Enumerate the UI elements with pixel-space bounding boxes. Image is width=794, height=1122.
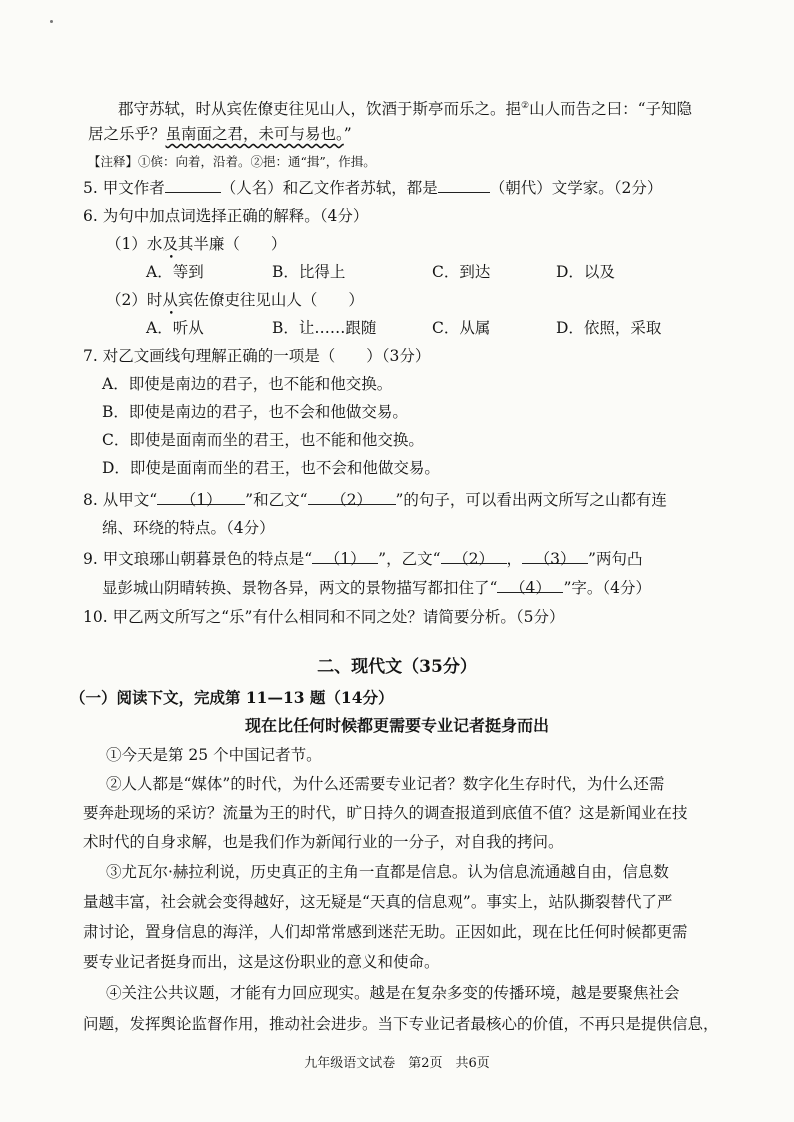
answer-blank[interactable] (438, 178, 490, 193)
article-title: 现在比任何时候都更需要专业记者挺身而出 (244, 716, 549, 735)
question-6-sub-1 (106, 234, 286, 254)
blank-number: （2） (453, 550, 494, 568)
q9-text: 显彭城山阴晴转换、景物各异，两文的景物描写都扣住了“ (102, 579, 498, 597)
q9-text: ”两句凸 (588, 550, 643, 568)
classical-text: 郡守苏轼，时从宾佐僚吏往见山人，饮酒于斯亭而乐之。挹 (118, 100, 522, 119)
answer-blank[interactable] (312, 549, 378, 568)
footnote-marker: ② (521, 101, 530, 111)
scan-speck (50, 20, 53, 23)
paragraph-2-line: 要奔赴现场的采访？流量为王的时代，旷日持久的调查报道到底值不值？这是新闻业在技 (83, 804, 688, 822)
option-c[interactable]: C．即使是面南而坐的君王，也不能和他交换。 (102, 431, 424, 449)
blank-number: （1） (180, 491, 222, 509)
option-b[interactable]: B．让……跟随 (272, 319, 377, 337)
sub-question-text: 其半廉（ ） (177, 235, 287, 253)
sub-question-text: 宾佐僚吏往见山人（ ） (177, 291, 364, 309)
classical-text: 居之乐乎？ (88, 125, 166, 143)
question-10: 10. 甲乙两文所写之“乐”有什么相同和不同之处？请简要分析。（5分） (83, 608, 565, 626)
answer-blank[interactable] (441, 549, 507, 568)
option-c[interactable]: C．到达 (432, 263, 491, 281)
q8-text: 8. 从甲文“ (83, 491, 158, 509)
answer-blank[interactable] (157, 490, 245, 509)
question-9 (83, 549, 642, 569)
section-subtitle: （一）阅读下文，完成第 11—13 题（14分） (70, 688, 394, 707)
option-b[interactable]: B．即使是南边的君子，也不会和他做交易。 (102, 403, 408, 421)
classical-text: ” (343, 125, 352, 143)
q5-text: （人名）和乙文作者苏轼，都是 (220, 179, 438, 197)
paragraph-3-line: ③尤瓦尔·赫拉利说，历史真正的主角一直都是信息。认为信息流通越自由，信息数 (106, 863, 669, 881)
option-d[interactable]: D．依照，采取 (556, 319, 662, 337)
paragraph-3-line: 肃讨论，置身信息的海洋，人们却常常感到迷茫无助。正因如此，现在比任何时候都更需 (83, 923, 688, 941)
q9-text: 9. 甲文琅琊山朝暮景色的特点是“ (83, 550, 313, 568)
section-title: 二、现代文（35分） (317, 657, 477, 677)
dotted-word: 从 (162, 291, 178, 309)
classical-line-2 (88, 124, 352, 144)
q9-text: ”字。（4分） (563, 579, 651, 597)
paragraph-3-line: 要专业记者挺身而出，这是这份职业的意义和使命。 (83, 953, 440, 971)
paragraph-4-line: 问题，发挥舆论监督作用，推动社会进步。当下专业记者最核心的价值，不再只是提供信息， (83, 1015, 719, 1033)
question-6-sub-2 (106, 290, 364, 310)
answer-blank[interactable] (497, 578, 563, 597)
blank-number: （4） (510, 579, 551, 597)
sub-question-text: （1）水 (106, 235, 163, 253)
option-c[interactable]: C．从属 (432, 319, 491, 337)
answer-blank[interactable] (165, 178, 221, 193)
annotation-note: 【注释】①傧：向着，沿着。②挹：通“揖”，作揖。 (88, 154, 376, 169)
question-8 (83, 490, 667, 510)
classical-text: 山人而告之曰：“子知隐 (529, 100, 693, 119)
paragraph-2-line: 术时代的自身求解，也是我们作为新闻行业的一分子，对自我的拷问。 (83, 833, 564, 851)
option-d[interactable]: D．即使是面南而坐的君王，也不会和他做交易。 (102, 459, 440, 477)
q5-text: 5. 甲文作者 (83, 179, 165, 197)
q9-text: ”，乙文“ (378, 550, 441, 568)
question-5 (83, 178, 662, 198)
blank-number: （2） (331, 491, 372, 509)
answer-blank[interactable] (308, 490, 396, 509)
option-b[interactable]: B．比得上 (272, 263, 346, 281)
dotted-word: 及 (162, 235, 178, 253)
question-6-stem: 6. 为句中加点词选择正确的解释。（4分） (83, 207, 369, 225)
paragraph-1: ①今天是第 25 个中国记者节。 (106, 746, 322, 764)
classical-line-1 (118, 96, 692, 119)
sub-question-text: （2）时 (106, 291, 163, 309)
option-d[interactable]: D．以及 (556, 263, 615, 281)
question-7-stem: 7. 对乙文画线句理解正确的一项是（ ）（3分） (83, 347, 431, 365)
blank-number: （3） (534, 550, 576, 568)
blank-number: （1） (324, 550, 366, 568)
q5-text: （朝代）文学家。（2分） (489, 179, 663, 197)
option-a[interactable]: A．听从 (146, 319, 204, 337)
option-a[interactable]: A．等到 (146, 263, 204, 281)
question-8-cont: 绵、环绕的特点。（4分） (102, 519, 275, 537)
answer-blank[interactable] (522, 549, 588, 568)
question-9-cont (102, 578, 651, 598)
underlined-sentence: 虽南面之君，未可与易也。 (165, 125, 344, 143)
q9-text: ， (506, 550, 523, 568)
page-footer: 九年级语文试卷 第2页 共6页 (304, 1056, 490, 1071)
paragraph-3-line: 量越丰富，社会就会变得越好，这无疑是“天真的信息观”。事实上，站队撕裂替代了严 (83, 893, 673, 911)
paragraph-2-line: ②人人都是“媒体”的时代，为什么还需要专业记者？数字化生存时代，为什么还需 (106, 775, 665, 793)
option-a[interactable]: A．即使是南边的君子，也不能和他交换。 (102, 375, 393, 393)
q8-text: ”的句子，可以看出两文所写之山都有连 (395, 491, 667, 509)
paragraph-4-line: ④关注公共议题，才能有力回应现实。越是在复杂多变的传播环境，越是要聚焦社会 (106, 984, 680, 1002)
q8-text: ”和乙文“ (245, 491, 308, 509)
